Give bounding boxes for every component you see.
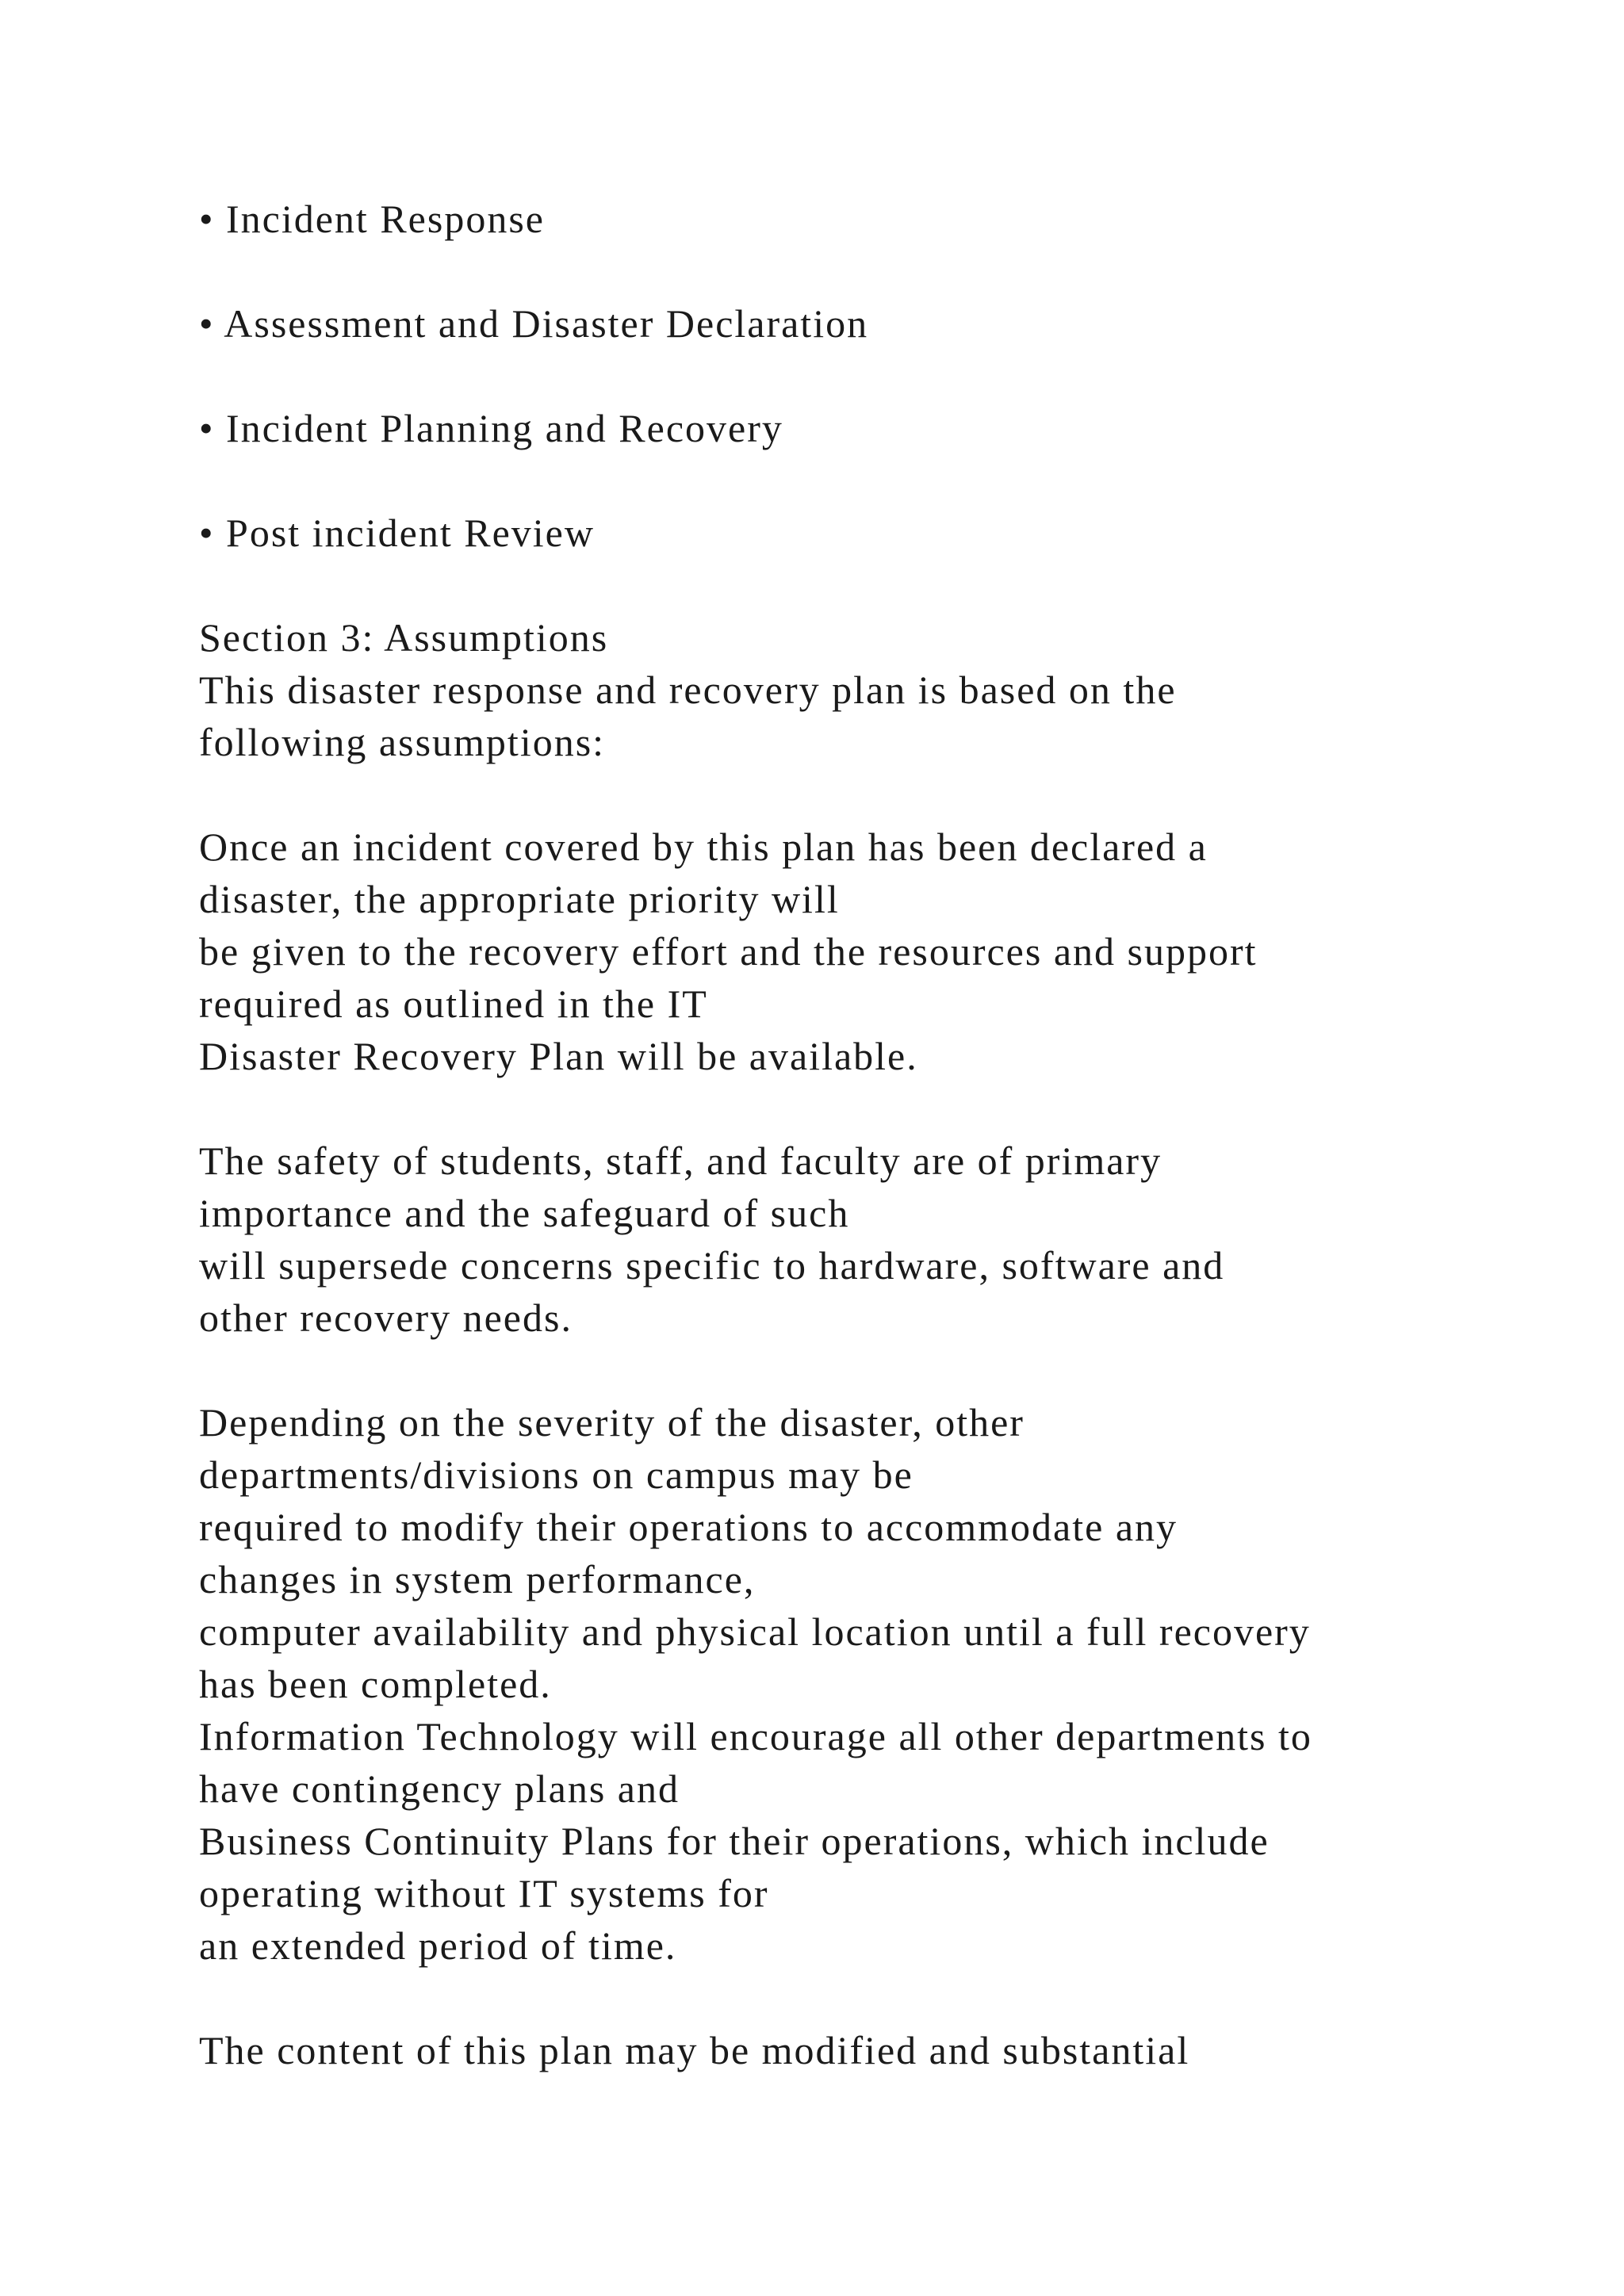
paragraph-line: operating without IT systems for — [199, 1871, 769, 1915]
paragraph-line: be given to the recovery effort and the resources and support — [199, 929, 1258, 974]
spacer — [199, 1344, 1507, 1396]
paragraph-line: departments/divisions on campus may be — [199, 1452, 914, 1497]
spacer — [199, 559, 1507, 611]
paragraph-line: have contingency plans and — [199, 1766, 680, 1811]
paragraph-line: other recovery needs. — [199, 1295, 573, 1340]
paragraph-line: Once an incident covered by this plan has been declared a — [199, 825, 1208, 869]
spacer — [199, 1972, 1507, 2024]
paragraph-line: Business Continuity Plans for their operations, which include — [199, 1819, 1270, 1863]
paragraph-line: changes in system performance, — [199, 1557, 756, 1601]
paragraph-line: Depending on the severity of the disaster, other — [199, 1400, 1025, 1445]
paragraph-line: Information Technology will encourage all other departments to — [199, 1714, 1312, 1758]
paragraph-line: required as outlined in the IT — [199, 982, 708, 1026]
intro-line: following assumptions: — [199, 720, 606, 764]
bullet-item: • Incident Response — [199, 197, 545, 241]
document-body — [199, 193, 1507, 2076]
paragraph-line: required to modify their operations to accommodate any — [199, 1505, 1178, 1549]
paragraph-line: will supersede concerns specific to hardware, software and — [199, 1243, 1225, 1288]
paragraph-line: The content of this plan may be modified and substantial — [199, 2028, 1190, 2072]
bullet-item: • Assessment and Disaster Declaration — [199, 301, 869, 346]
paragraph-line: The safety of students, staff, and faculty are of primary — [199, 1138, 1162, 1183]
bullet-item: • Post incident Review — [199, 511, 595, 555]
spacer — [199, 1082, 1507, 1135]
spacer — [199, 454, 1507, 507]
paragraph-line: disaster, the appropriate priority will — [199, 877, 840, 921]
spacer — [199, 768, 1507, 821]
section-heading: Section 3: Assumptions — [199, 615, 609, 660]
paragraph-line: an extended period of time. — [199, 1923, 677, 1968]
intro-line: This disaster response and recovery plan is based on the — [199, 668, 1177, 712]
spacer — [199, 245, 1507, 297]
paragraph-line: computer availability and physical location until a full recovery — [199, 1609, 1311, 1654]
paragraph-line: importance and the safeguard of such — [199, 1191, 850, 1235]
paragraph-line: Disaster Recovery Plan will be available. — [199, 1034, 918, 1078]
bullet-item: • Incident Planning and Recovery — [199, 406, 783, 450]
paragraph-line: has been completed. — [199, 1662, 552, 1706]
spacer — [199, 350, 1507, 402]
